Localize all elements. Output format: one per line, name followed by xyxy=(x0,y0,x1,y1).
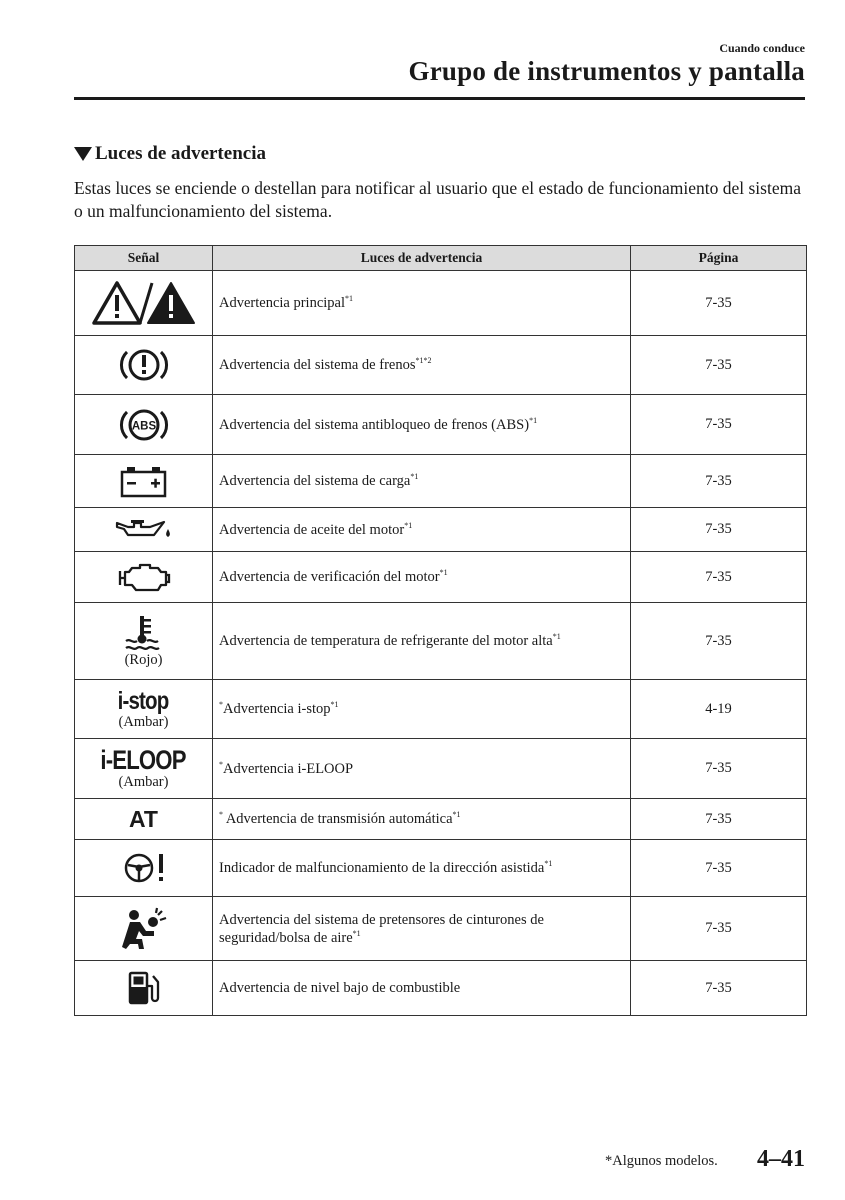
description-cell xyxy=(213,603,631,680)
signal-cell xyxy=(75,395,213,455)
master-warning-icon xyxy=(92,279,196,327)
description-text: Indicador de malfuncionamiento de la dirección asistida xyxy=(219,860,545,876)
page-number: 4–41 xyxy=(757,1146,805,1172)
table-row xyxy=(75,336,807,395)
table-row xyxy=(75,961,807,1016)
abs-icon-text: ABS xyxy=(131,420,156,432)
fuel-low-icon xyxy=(126,970,162,1006)
column-header-lights: Luces de advertencia xyxy=(213,246,631,271)
footnote-mark: *1 xyxy=(330,700,339,709)
model-footnote-mark: * xyxy=(219,759,223,769)
table-row xyxy=(75,680,807,739)
table-row xyxy=(75,840,807,897)
page-cell: 7-35 xyxy=(631,799,807,840)
description-text: Advertencia del sistema de frenos xyxy=(219,357,416,373)
description-text: Advertencia del sistema de pretensores de cinturones de seguridad/bolsa de aire xyxy=(219,911,544,946)
footnote-mark: *1 xyxy=(529,415,538,425)
description-text: Advertencia de transmisión automática xyxy=(223,811,453,827)
table-row xyxy=(75,455,807,508)
page-cell: 7-35 xyxy=(631,897,807,961)
table-row xyxy=(75,395,807,455)
description-text: Advertencia del sistema antibloqueo de frenos (ABS) xyxy=(219,416,530,433)
description-cell xyxy=(213,395,631,455)
page-cell: 4-19 xyxy=(631,680,807,739)
page-cell: 7-35 xyxy=(631,508,807,552)
signal-cell xyxy=(75,840,213,897)
description-cell xyxy=(213,840,631,897)
description-text: Advertencia i-stop xyxy=(223,701,331,717)
check-engine-icon xyxy=(116,561,172,593)
abs-icon xyxy=(117,404,171,446)
page-cell: 7-35 xyxy=(631,840,807,897)
airbag-seatbelt-icon xyxy=(120,907,168,951)
description-cell xyxy=(213,799,631,840)
page-cell: 7-35 xyxy=(631,455,807,508)
triangle-bullet-icon xyxy=(74,147,92,161)
ieloop-icon: i-ELOOP xyxy=(100,745,187,775)
page-title: Grupo de instrumentos y pantalla xyxy=(408,56,805,86)
signal-cell xyxy=(75,336,213,395)
istop-icon: i-stop xyxy=(118,686,169,715)
signal-cell xyxy=(75,271,213,336)
footnote-mark: *1 xyxy=(404,520,413,530)
description-cell xyxy=(213,271,631,336)
model-footnote-mark: * xyxy=(219,700,223,709)
signal-cell xyxy=(75,897,213,961)
table-row xyxy=(75,739,807,799)
footnote-mark: *1 xyxy=(452,810,461,819)
table-row xyxy=(75,799,807,840)
brake-system-icon xyxy=(118,344,170,386)
section-heading xyxy=(74,143,266,165)
footnote-mark: *1*2 xyxy=(415,356,432,365)
description-cell xyxy=(213,897,631,961)
description-text: Advertencia del sistema de carga xyxy=(219,473,411,489)
signal-cell xyxy=(75,455,213,508)
table-row xyxy=(75,271,807,336)
signal-cell xyxy=(75,552,213,603)
color-note: (Ambar) xyxy=(118,713,169,730)
footnote-mark: *1 xyxy=(410,472,419,481)
header-divider xyxy=(74,97,805,100)
model-footnote-mark: * xyxy=(219,810,223,819)
column-header-page: Página xyxy=(631,246,807,271)
battery-charge-icon xyxy=(119,464,169,498)
description-cell xyxy=(213,455,631,508)
color-note: (Rojo) xyxy=(124,652,163,668)
page-cell: 7-35 xyxy=(631,961,807,1016)
intro-paragraph: Estas luces se enciende o destellan para notificar al usuario que el estado de funcionamiento del sistema o un malfuncionamiento del sistema. xyxy=(74,178,801,221)
description-text: Advertencia de nivel bajo de combustible xyxy=(219,980,461,996)
description-cell xyxy=(213,739,631,799)
description-text: Advertencia de temperatura de refrigerante del motor alta xyxy=(219,633,553,649)
coolant-temperature-icon xyxy=(120,614,168,652)
table-row xyxy=(75,897,807,961)
footnote-mark: *1 xyxy=(352,928,361,938)
section-heading-text: Luces de advertencia xyxy=(95,143,266,164)
table-row xyxy=(75,552,807,603)
page-cell: 7-35 xyxy=(631,552,807,603)
color-note: (Ambar) xyxy=(118,774,169,790)
description-cell xyxy=(213,961,631,1016)
power-steering-icon xyxy=(119,850,169,886)
description-text: Advertencia i-ELOOP xyxy=(223,760,354,777)
page-cell: 7-35 xyxy=(631,395,807,455)
description-cell xyxy=(213,508,631,552)
table-row xyxy=(75,508,807,552)
page-cell: 7-35 xyxy=(631,603,807,680)
page-cell: 7-35 xyxy=(631,739,807,799)
table-header-row xyxy=(75,246,807,271)
footnote-mark: *1 xyxy=(552,632,561,641)
signal-cell xyxy=(75,680,213,739)
oil-can-icon xyxy=(114,517,174,543)
signal-cell xyxy=(75,603,213,680)
footnote-mark: *1 xyxy=(439,568,448,577)
signal-cell xyxy=(75,508,213,552)
signal-cell xyxy=(75,739,213,799)
description-cell xyxy=(213,552,631,603)
description-text: Advertencia de verificación del motor xyxy=(219,569,440,585)
description-text: Advertencia de aceite del motor xyxy=(219,521,405,538)
warning-lights-table xyxy=(74,245,807,1016)
at-icon: AT xyxy=(129,806,158,832)
page-cell: 7-35 xyxy=(631,336,807,395)
description-cell xyxy=(213,336,631,395)
footnote-mark: *1 xyxy=(544,859,553,868)
footnote-mark: *1 xyxy=(345,294,354,303)
page-cell: 7-35 xyxy=(631,271,807,336)
signal-cell xyxy=(75,799,213,840)
chapter-label: Cuando conduce xyxy=(719,41,805,55)
footnote-text: *Algunos modelos. xyxy=(605,1153,718,1169)
column-header-signal: Señal xyxy=(75,246,213,271)
description-cell xyxy=(213,680,631,739)
table-row xyxy=(75,603,807,680)
description-text: Advertencia principal xyxy=(219,295,346,311)
signal-cell xyxy=(75,961,213,1016)
